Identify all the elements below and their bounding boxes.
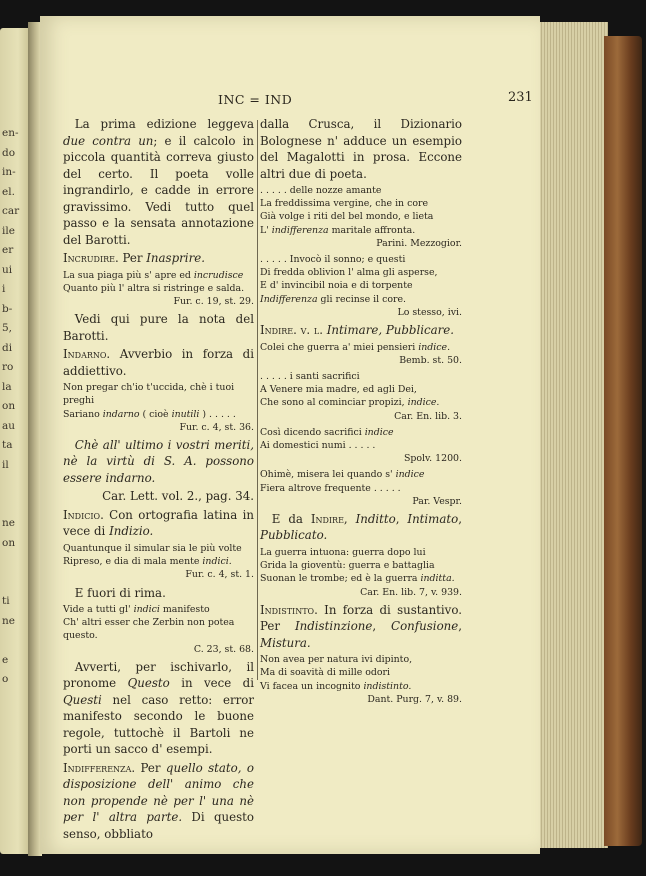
facing-page-fragment: ui (2, 263, 13, 276)
quote-line: L' indifferenza maritale affronta. (260, 224, 416, 236)
quote-line: Ai domestici numi . . . . . (260, 439, 376, 451)
quote-line: Vi facea un incognito indistinto. (260, 680, 412, 692)
quote-line: Non pregar ch'io t'uccida, chè i tuoi preghi (63, 382, 235, 407)
facing-page (0, 28, 30, 854)
facing-page-fragment: il (2, 458, 9, 471)
facing-page-fragment: di (2, 341, 13, 354)
paragraph: Vedi qui pure la nota del Barotti. (63, 312, 254, 343)
facing-page-fragment: en- (2, 127, 19, 139)
quote-line: Così dicendo sacrifici indice (260, 426, 394, 438)
facing-page-fragment: 5, (2, 322, 13, 334)
quote-line: Già volge i riti del bel mondo, e lieta (260, 211, 434, 223)
facing-page-fragment: car (2, 205, 20, 217)
entry-indicio: Indicio. Con ortografia latina in vece di Indizio. (63, 507, 254, 539)
facing-page-fragment: er (2, 244, 14, 256)
citation: Dant. Purg. 7, v. 89. (367, 693, 462, 705)
citation: Car. En. lib. 7, v. 939. (360, 586, 462, 598)
facing-page-fragment: o (2, 673, 9, 685)
citation: Fur. c. 4, st. 1. (185, 569, 254, 581)
quote-line: E d' invincibil noia e di torpente (260, 280, 413, 292)
paragraph-due-contra-un: La prima edizione leggeva due contra un; e il calcolo in piccola quantità correva giusto del certo. Il poeta volle ingrandirlo, e cadde in errore gravissimo. Vedi tutto quel passo e la sensata annotazione del Barotti. (63, 117, 254, 247)
column-divider (257, 120, 258, 680)
facing-page-fragment: on (2, 400, 16, 412)
quote-line: Grida la gioventù: guerra e battaglia (260, 560, 435, 572)
quote-line: Vide a tutti gl' indici manifesto (63, 604, 210, 616)
facing-page-fragment: in- (2, 166, 16, 178)
entry-inditto: E da Indire, Inditto, Intimato, Pubblicato. (260, 511, 462, 543)
facing-page-fragment: b- (2, 302, 13, 315)
quote-line: Sariano indarno ( cioè inutili ) . . . . . (63, 408, 236, 420)
facing-page-fragment: ne (2, 614, 15, 627)
quote-line: Non avea per natura ivi dipinto, (260, 654, 413, 666)
quote-line: Che sono al cominciar propizi, indice. (260, 397, 440, 409)
citation: Bemb. st. 50. (399, 354, 462, 366)
paragraph: E fuori di rima. (74, 585, 166, 600)
quote-line: A Venere mia madre, ed agli Dei, (260, 384, 417, 396)
quote-line: Quanto più l' altra si ristringe e salda. (63, 282, 245, 294)
citation: C. 23, st. 68. (193, 643, 254, 655)
facing-page-fragment: do (2, 146, 16, 159)
quote-line: Ripreso, e dia di mala mente indici. (63, 556, 232, 568)
entry-indarno: Indarno. Avverbio in forza di addiettivo. (63, 347, 254, 378)
entry-indifferenza: Indifferenza. Per quello stato, o disposizione dell' animo che non propende nè per l' una nè per l' altra parte. Di questo senso, obbliato (63, 760, 254, 841)
paragraph-avverti: Avverti, per ischivarlo, il pronome Questo in vece di Questi nel caso retto: error manifesto secondo le buone regole, tuttochè il Bartoli ne porti un sacco d' esempi. (63, 659, 254, 757)
facing-page-fragment: e (2, 653, 9, 666)
facing-page-fragment: la (2, 380, 12, 393)
facing-page-fragment (2, 573, 28, 593)
citation-letter: Car. Lett. vol. 2., pag. 34. (102, 489, 254, 504)
quote-line: Quantunque il simular sia le più volte (63, 542, 242, 554)
quote-line: . . . . . Invocò il sonno; e questi (260, 254, 406, 266)
citation: Lo stesso, ivi. (397, 306, 462, 318)
citation: Car. En. lib. 3. (394, 410, 462, 422)
quote-line: Ma di soavità di mille odori (260, 667, 390, 679)
facing-page-fragment (2, 475, 28, 495)
quote-line: Di fredda oblivion l' alma gli asperse, (260, 267, 438, 279)
entry-indire: Indire. v. l. Intimare, Pubblicare. (260, 323, 455, 338)
left-column (63, 116, 254, 844)
page-number: 231 (508, 90, 533, 105)
quote-prose: Chè all' ultimo i vostri meriti, nè la virtù di S. A. possono essere indarno. (63, 437, 254, 485)
facing-page-fragment: ta (2, 439, 13, 451)
facing-page-fragment: ne (2, 517, 15, 529)
quote-line: . . . . . delle nozze amante (260, 185, 382, 196)
running-header: INC = IND (218, 92, 293, 107)
book-cover-edge (604, 36, 642, 846)
facing-page-fragment: el. (2, 185, 15, 198)
quote-line: Ch' altri esser che Zerbin non potea questo. (63, 617, 235, 642)
quote-line: La sua piaga più s' apre ed incrudisce (63, 269, 244, 281)
quote-line: Indifferenza gli recinse il core. (260, 293, 407, 305)
facing-page-fragment: i (2, 283, 6, 295)
page-edges (536, 22, 608, 848)
quote-line: Fiera altrove frequente . . . . . (260, 482, 401, 494)
facing-page-fragment: au (2, 419, 16, 432)
quote-line: Suonan le trombe; ed è la guerra inditta. (260, 573, 455, 585)
quote-line: La guerra intuona: guerra dopo lui (260, 546, 426, 558)
citation: Parini. Mezzogior. (376, 237, 462, 249)
facing-page-fragment (2, 553, 28, 573)
facing-page-fragment: ro (2, 361, 14, 373)
citation: Fur. c. 19, st. 29. (173, 295, 254, 307)
right-column (260, 116, 462, 709)
facing-page-text-fragments (2, 28, 28, 690)
facing-page-fragment: ile (2, 224, 15, 237)
quote-line: . . . . . i santi sacrifici (260, 370, 360, 382)
entry-incrudire: Incrudire. Per Inasprire. (63, 251, 205, 265)
facing-page-fragment (2, 495, 28, 515)
quote-line: La freddissima vergine, che in core (260, 198, 429, 210)
citation: Spolv. 1200. (403, 453, 462, 465)
facing-page-fragment: ti (2, 595, 10, 607)
entry-indistinto: Indistinto. In forza di sustantivo. Per Indistinzione, Confusione, Mistura. (260, 602, 462, 650)
citation: Par. Vespr. (412, 495, 462, 507)
facing-page-fragment (2, 631, 28, 651)
quote-line: Ohimè, misera lei quando s' indice (260, 469, 425, 481)
paragraph-continuation: dalla Crusca, il Dizionario Bolognese n' adduce un esempio del Magalotti in prosa. Eccone altri due di poeta. (260, 117, 462, 181)
citation: Fur. c. 4, st. 36. (179, 421, 254, 433)
quote-line: Colei che guerra a' miei pensieri indice. (260, 341, 451, 353)
facing-page-fragment: on (2, 536, 16, 549)
